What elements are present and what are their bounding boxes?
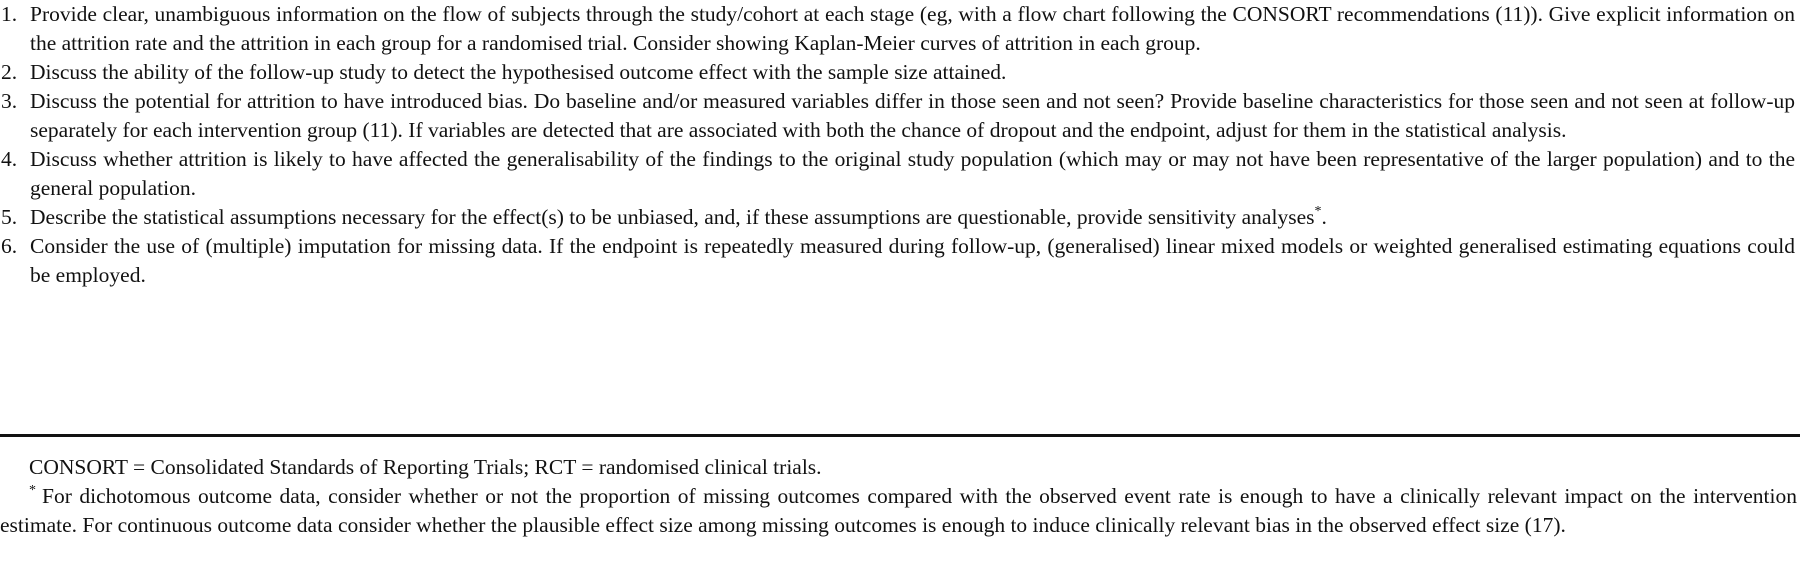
table-footer-rule bbox=[0, 434, 1800, 437]
table-footnotes bbox=[0, 453, 1797, 540]
recommendation-trailing-punctuation: . bbox=[1321, 205, 1327, 229]
recommendation-item-4 bbox=[1, 145, 1795, 203]
recommendation-item-3 bbox=[1, 87, 1795, 145]
recommendation-list bbox=[1, 0, 1795, 290]
recommendation-text: Discuss the ability of the follow-up study to detect the hypothesised outcome effect with the sample size attained. bbox=[30, 60, 1007, 84]
recommendation-number: 6. bbox=[1, 234, 18, 258]
recommendation-item-2 bbox=[1, 58, 1795, 87]
recommendation-item-1 bbox=[1, 0, 1795, 58]
recommendation-text: Provide clear, unambiguous information on the flow of subjects through the study/cohort at each stage (eg, with a flow chart following the CONSORT recommendations (11)). Give explicit information on the attrition rate and the attrition in each group for a randomised trial. Consider showing Kaplan-Meier curves of attrition in each group. bbox=[30, 2, 1795, 55]
recommendation-number: 4. bbox=[1, 147, 18, 171]
recommendation-text: Discuss whether attrition is likely to have affected the generalisability of the findings to the original study population (which may or may not have been representative of the larger population) and to the general population. bbox=[30, 147, 1795, 200]
recommendation-item-6 bbox=[1, 232, 1795, 290]
recommendation-number: 1. bbox=[1, 2, 18, 26]
asterisk-footnote bbox=[0, 482, 1797, 540]
recommendation-number: 3. bbox=[1, 89, 18, 113]
recommendation-text: Consider the use of (multiple) imputation for missing data. If the endpoint is repeatedly measured during follow-up, (generalised) linear mixed models or weighted generalised estimating equations could be employed. bbox=[30, 234, 1795, 287]
abbreviations-footnote: CONSORT = Consolidated Standards of Reporting Trials; RCT = randomised clinical trials. bbox=[29, 455, 822, 479]
recommendation-item-5 bbox=[1, 203, 1795, 232]
recommendation-number: 2. bbox=[1, 60, 18, 84]
asterisk-footnote-text: For dichotomous outcome data, consider whether or not the proportion of missing outcomes compared with the observed event rate is enough to have a clinically relevant impact on the intervention estimate. For continuous outcome data consider whether the plausible effect size among missing outcomes is enough to induce clinically relevant bias in the observed effect size (17). bbox=[0, 484, 1797, 537]
footnote-reference-mark: * bbox=[1314, 204, 1322, 219]
recommendation-number: 5. bbox=[1, 205, 18, 229]
recommendation-text: Discuss the potential for attrition to have introduced bias. Do baseline and/or measured variables differ in those seen and not seen? Provide baseline characteristics for those seen and not seen at follow-up separately for each intervention group (11). If variables are detected that are associated with both the chance of dropout and the endpoint, adjust for them in the statistical analysis. bbox=[30, 89, 1795, 142]
footnote-asterisk: * bbox=[29, 483, 36, 498]
recommendation-text: Describe the statistical assumptions necessary for the effect(s) to be unbiased, and, if these assumptions are questionable, provide sensitivity analyses bbox=[30, 205, 1315, 229]
